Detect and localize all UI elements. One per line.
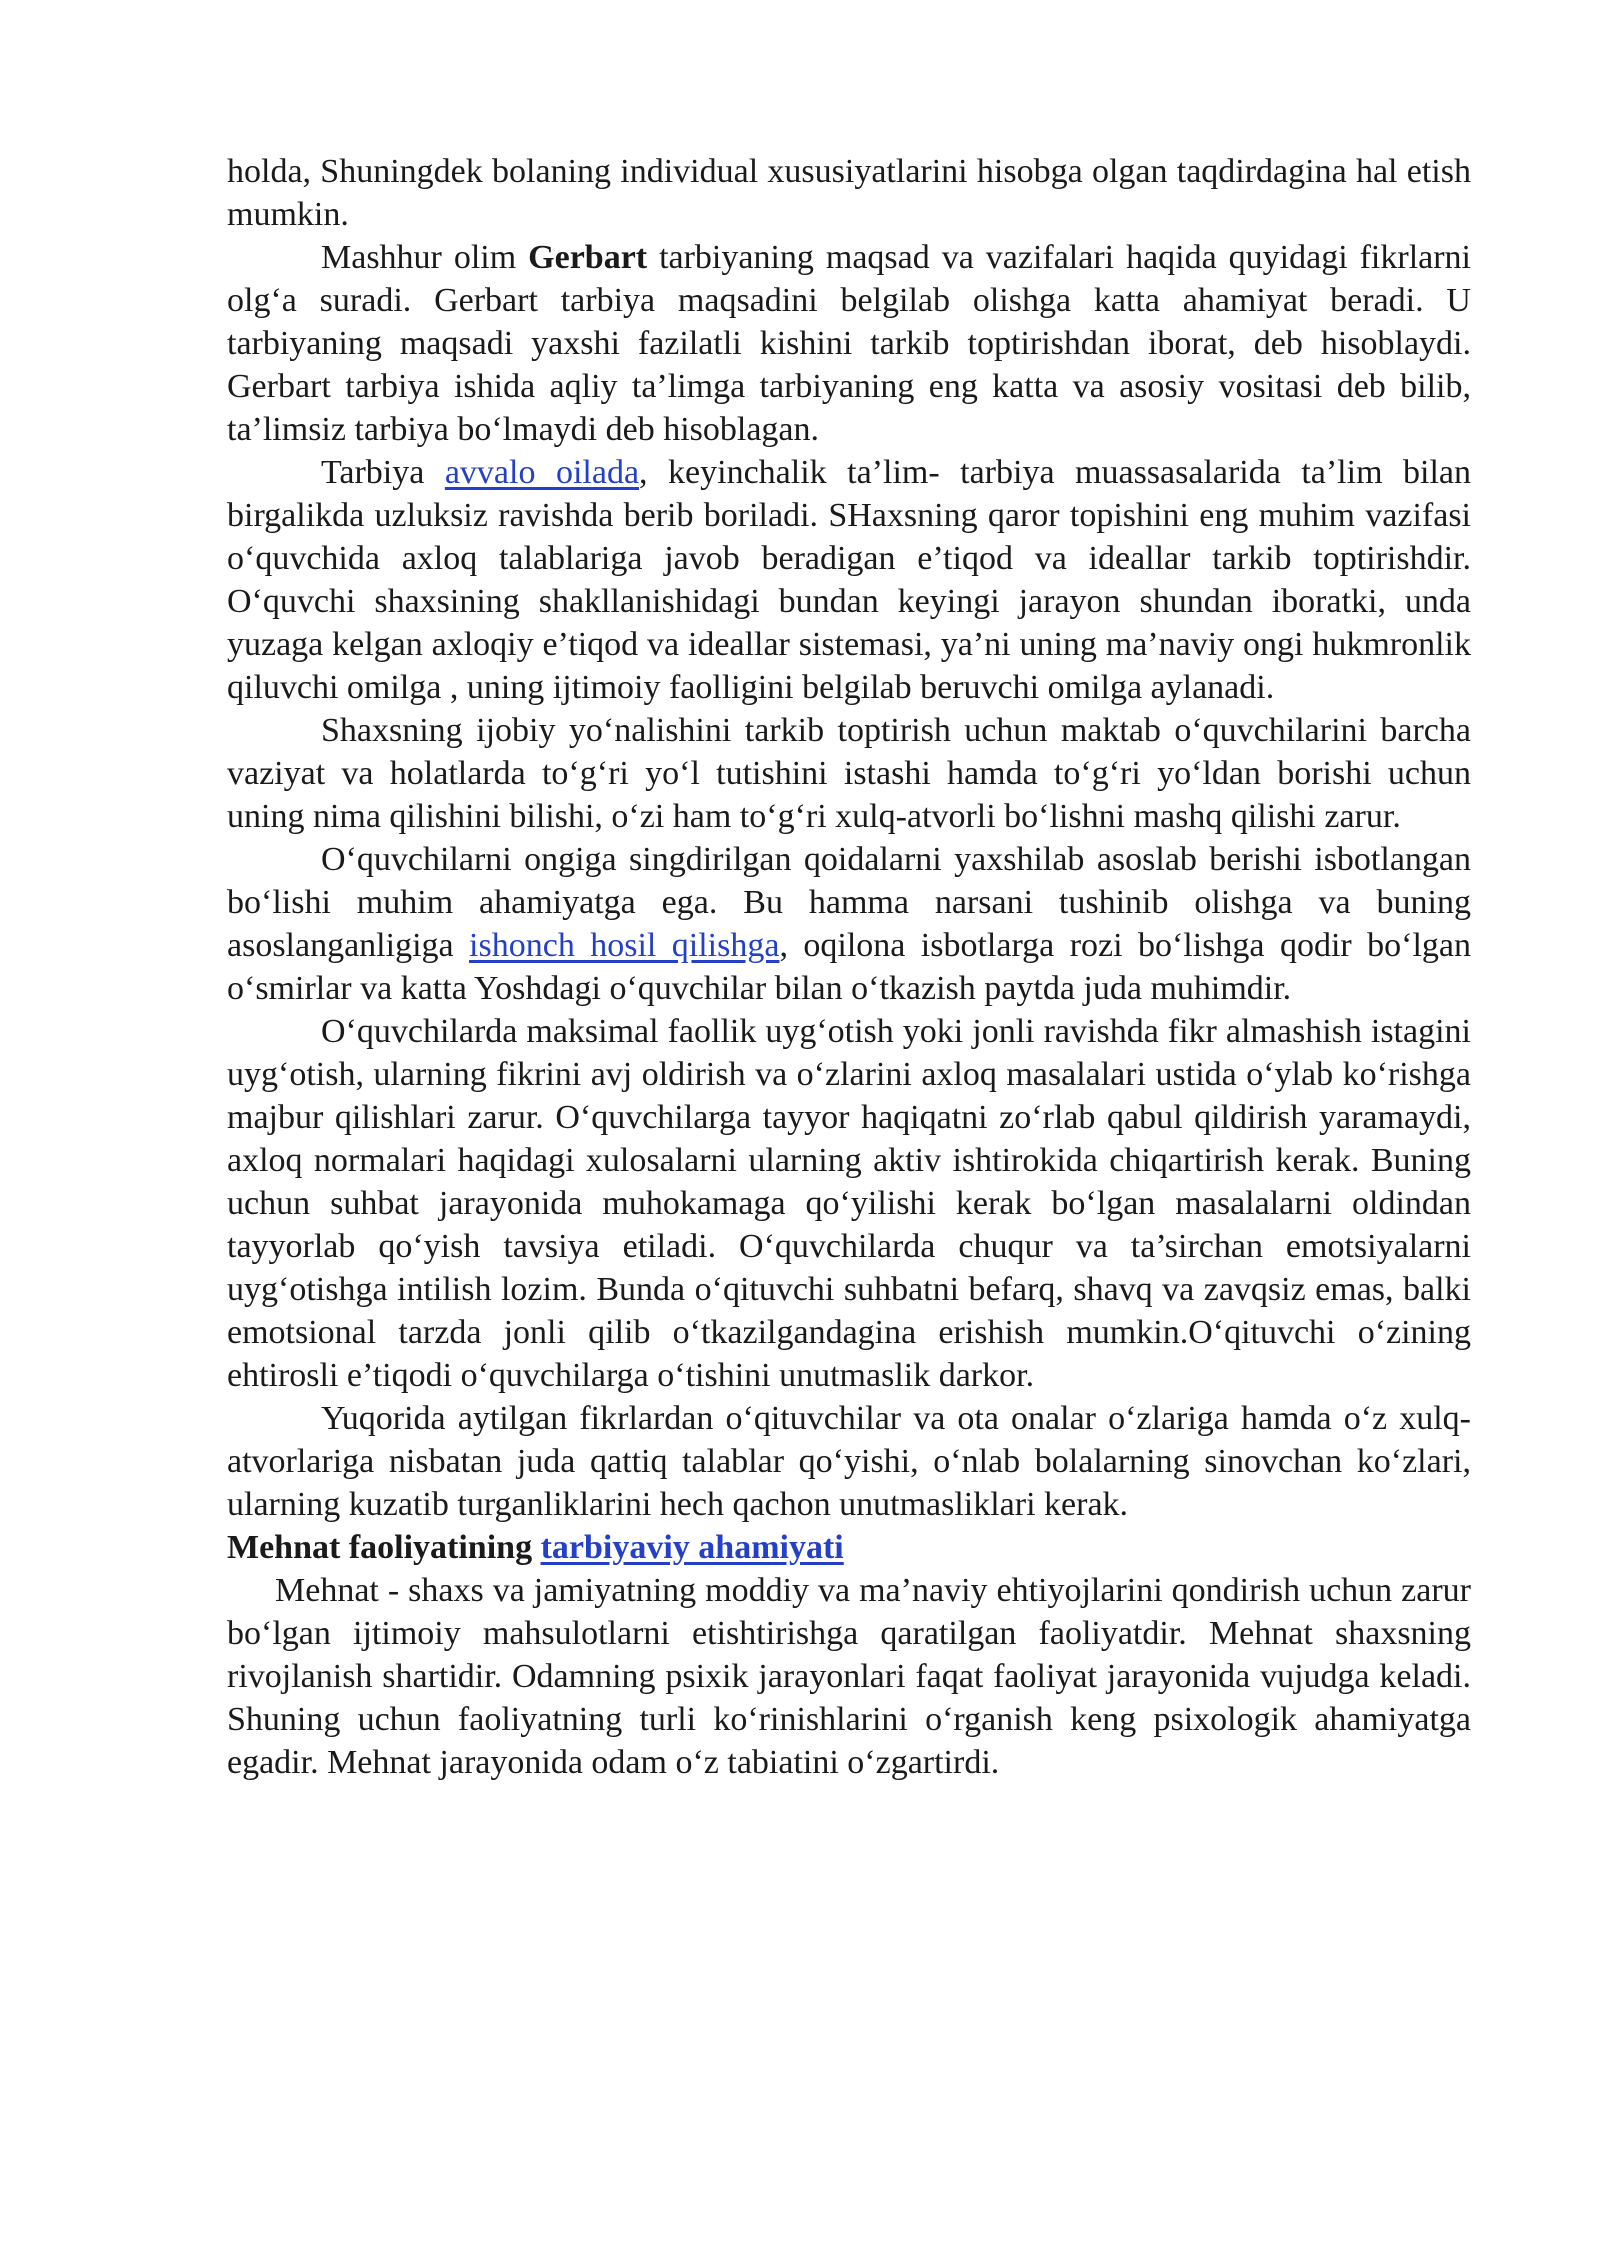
paragraph-quvchilarni xyxy=(227,838,1471,1010)
paragraph-text: Mashhur olim xyxy=(321,239,529,276)
paragraph-text: O‘quvchilarda maksimal faollik uyg‘otish yoki jonli ravishda fikr almashish istagini uyg‘otish, ularning fikrini avj oldirish va o‘zlarini axloq masalalari ustida o‘ylab ko‘rishga majbur qilishlari zarur. O‘quvchilarga tayyor haqiqatni zo‘rlab qabul qildirish yaramaydi, axloq normalari haqidagi xulosalarni ularning aktiv ishtirokida chiqartirish kerak. Buning uchun suhbat jarayonida muhokamaga qo‘yilishi kerak bo‘lgan masalalarni oldindan tayyorlab qo‘yish tavsiya etiladi. O‘quvchilarda chuqur va ta’sirchan emotsiyalarni uyg‘otishga intilish lozim. Bunda o‘qituvchi suhbatni befarq, shavq va zavqsiz emas, balki emotsional tarzda jonli qilib o‘tkazilgandagina erishish mumkin.O‘qituvchi o‘zining ehtirosli e’tiqodi o‘quvchilarga o‘tishini unutmaslik darkor. xyxy=(227,1013,1471,1394)
document-page xyxy=(227,150,1471,1784)
paragraph-text: Tarbiya xyxy=(321,454,445,491)
link-avvalo-oilada[interactable]: avvalo oilada xyxy=(444,454,640,491)
heading-text: Mehnat faoliyatining xyxy=(227,1529,541,1566)
paragraph-shaxsning xyxy=(227,709,1471,838)
bold-name-gerbart: Gerbart xyxy=(528,239,648,276)
paragraph-text: tarbiyaning maqsad va vazifalari haqida quyidagi fikrlarni olg‘a suradi. Gerbart tarbiya maqsadini belgilab olishga katta ahamiyat beradi. U tarbiyaning maqsadi yaxshi fazilatli kishini tarkib toptirishdan iborat, deb hisoblaydi. Gerbart tarbiya ishida aqliy ta’limga tarbiyaning eng katta va asosiy vositasi deb bilib, ta’limsiz tarbiya bo‘lmaydi deb hisoblagan. xyxy=(227,239,1472,448)
paragraph-text: holda, Shuningdek bolaning individual xususiyatlarini hisobga olgan taqdirdagina hal etish mumkin. xyxy=(227,153,1471,233)
paragraph-text: Shaxsning ijobiy yo‘nalishini tarkib toptirish uchun maktab o‘quvchilarini barcha vaziyat va holatlarda to‘g‘ri yo‘l tutishini istashi hamda to‘g‘ri yo‘ldan borishi uchun uning nima qilishini bilishi, o‘zi ham to‘g‘ri xulq-atvorli bo‘lishni mashq qilishi zarur. xyxy=(227,712,1471,835)
paragraph-text: O‘quvchilarni ongiga singdirilgan qoidalarni yaxshilab asoslab berishi isbotlangan bo‘lishi muhim ahamiyatga ega. Bu hamma narsani tushinib olishga va buning asoslanganligiga xyxy=(227,841,1471,964)
paragraph-mehnat xyxy=(227,1569,1471,1784)
paragraph-yuqorida xyxy=(227,1397,1471,1526)
paragraph-continuation xyxy=(227,150,1471,236)
paragraph-text: Mehnat - shaxs va jamiyatning moddiy va ma’naviy ehtiyojlarini qondirish uchun zarur bo‘lgan ijtimoiy mahsulotlarni etishtirishga qaratilgan faoliyatdir. Mehnat shaxsning rivojlanish shartidir. Odamning psixik jarayonlari faqat faoliyat jarayonida vujudga keladi. Shuning uchun faoliyatning turli ko‘rinishlarini o‘rganish keng psixologik ahamiyatga egadir. Mehnat jarayonida odam o‘z tabiatini o‘zgartirdi. xyxy=(227,1572,1471,1781)
link-ishonch-hosil-qilishga[interactable]: ishonch hosil qilishga xyxy=(469,927,780,964)
paragraph-tarbiya xyxy=(227,451,1471,709)
paragraph-text: Yuqorida aytilgan fikrlardan o‘qituvchilar va ota onalar o‘zlariga hamda o‘z xulq-atvorlariga nisbatan juda qattiq talablar qo‘yishi, o‘nlab bolalarning sinovchan ko‘zlari, ularning kuzatib turganliklarini hech qachon unutmasliklari kerak. xyxy=(227,1400,1471,1523)
paragraph-gerbart xyxy=(227,236,1471,451)
paragraph-text: , keyinchalik ta’lim- tarbiya muassasalarida ta’lim bilan birgalikda uzluksiz ravishda berib boriladi. SHaxsning qaror topishini eng muhim vazifasi o‘quvchida axloq talablariga javob beradigan e’tiqod va ideallar tarkib toptirishdir. O‘quvchi shaxsining shakllanishidagi bundan keyingi jarayon shundan iboratki, unda yuzaga kelgan axloqiy e’tiqod va ideallar sistemasi, ya’ni uning ma’naviy ongi hukmronlik qiluvchi omilga , uning ijtimoiy faolligini belgilab beruvchi omilga aylanadi. xyxy=(227,454,1471,706)
paragraph-quvchilarda xyxy=(227,1010,1471,1397)
paragraph-text: , oqilona isbotlarga rozi bo‘lishga qodir bo‘lgan o‘smirlar va katta Yoshdagi o‘quvchilar bilan o‘tkazish paytda juda muhimdir. xyxy=(227,927,1471,1007)
section-heading xyxy=(227,1526,1471,1569)
link-tarbiyaviy-ahamiyati[interactable]: tarbiyaviy ahamiyati xyxy=(540,1529,844,1566)
